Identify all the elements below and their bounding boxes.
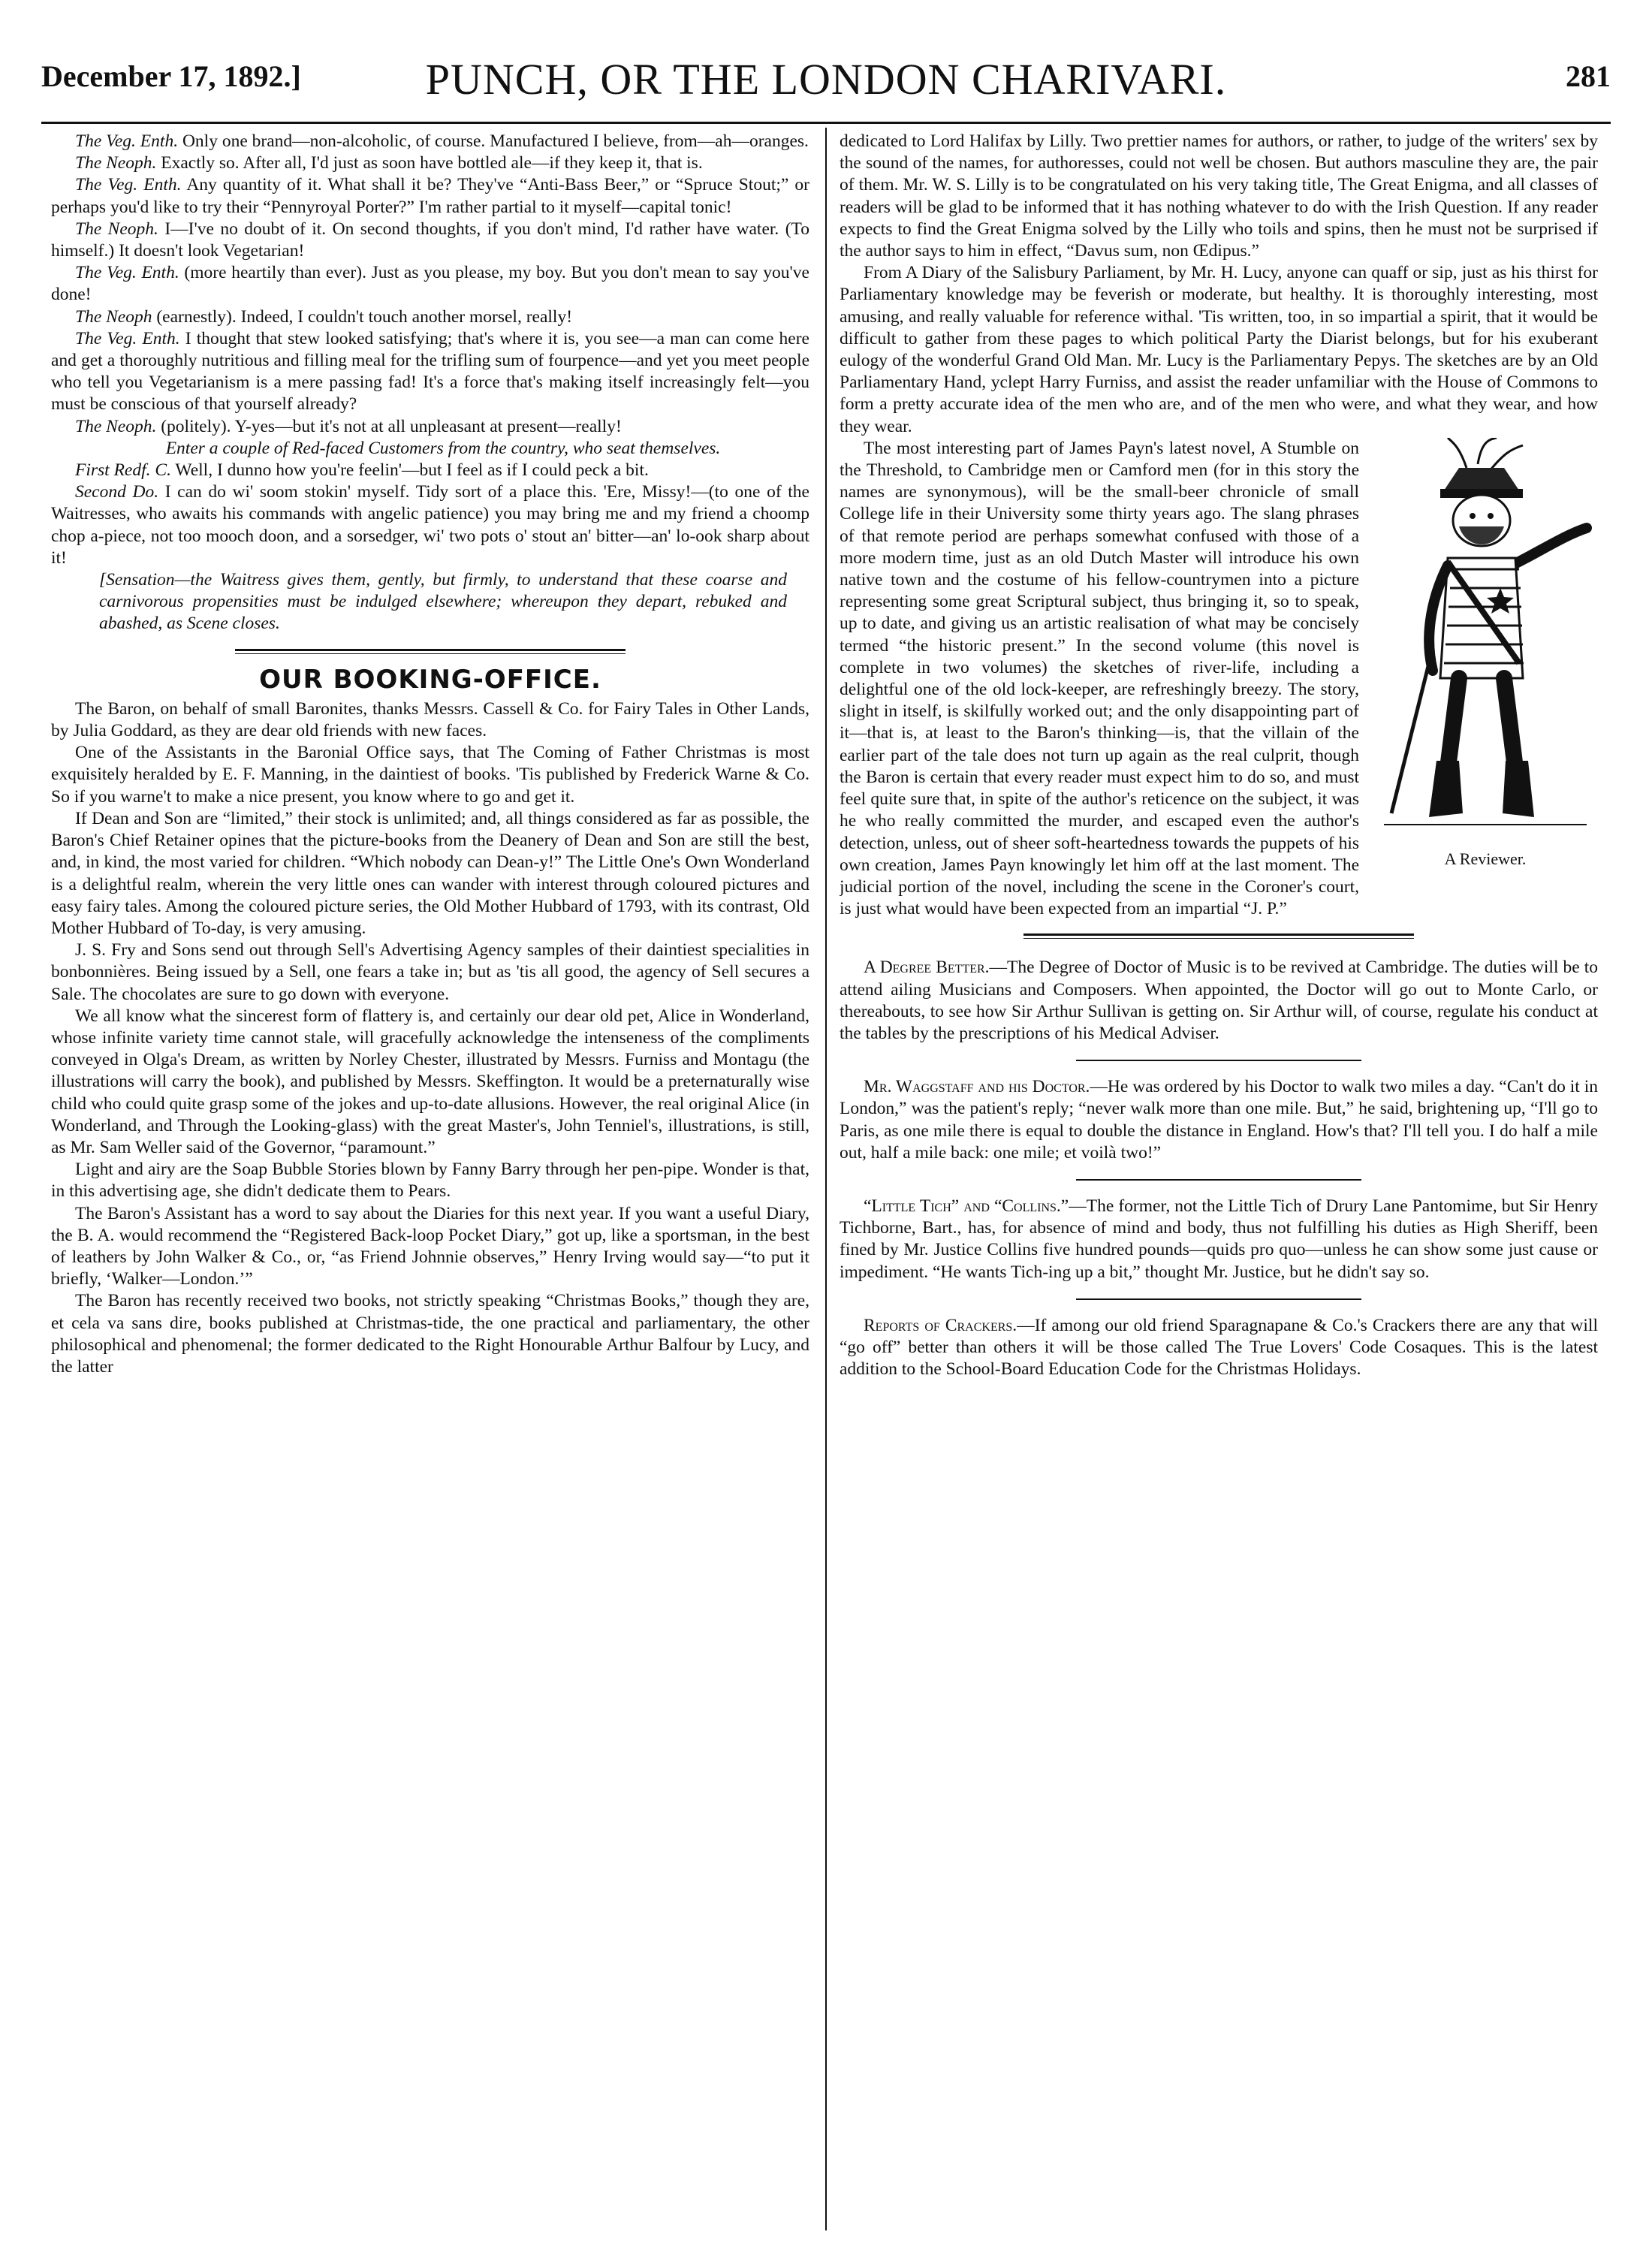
- left-column: [51, 131, 809, 2226]
- article-paragraph: The Baron, on behalf of small Baronites, thanks Messrs. Cassell & Co. for Fairy Tales in Other Lands, by Julia Goddard, as they are dear old friends with new faces.: [51, 698, 809, 741]
- section-rule: [1023, 933, 1414, 939]
- section-heading: OUR BOOKING-OFFICE.: [259, 664, 601, 695]
- masthead: [41, 54, 1611, 123]
- dialogue-line: The Neoph. Exactly so. After all, I'd just as soon have bottled ale—if they keep it, that is.: [75, 153, 703, 173]
- article-paragraph: J. S. Fry and Sons send out through Sell's Advertising Agency samples of their daintiest specialities in bonbonnières. Being issued by a Sell, one fears a take in; but as 'tis all good, the agency of Sell secures a Sale. The chocolates are sure to go down with everyone.: [51, 940, 809, 1004]
- section-rule: [235, 649, 626, 654]
- article-paragraph: The most interesting part of James Payn's latest novel, A Stumble on the Threshold, to Cambridge men or Camford men (for in this story the names are synonymous), will be the small-beer chronicle of small College life in their University some thirty years ago. The slang phrases of that remote period are perhaps somewhat confused with those of a more modern time, just as an old Dutch Master will introduce his own native town and the costume of his fellow-countrymen into a picture representing some great Scriptural subject, thus bringing it, so to speak, up to date, and giving us an artistic realisation of what may be concisely termed “the historic present.” In the second volume (this novel is complete in two volumes) the sketches of river-life, including a delightful one of the old lock-keeper, are refreshingly breezy. The story, slight in itself, is skilfully worked out; and the only disappointing part of it—that is, at least to the Baron's thinking—is, that the villain of the earlier part of the tale does not turn up again as the real culprit, though the Baron is certain that every reader must expect him to do so, and must feel quite sure that, in spite of the author's reticence on the subject, it was he who really committed the murder, and escaped even the author's detection, unless, out of sheer soft-heartedness towards the puppets of his own creation, James Payn knowingly let him off at the last moment. The judicial portion of the novel, including the scene in the Coroner's court, is just what would have been expected from an impartial “J. P.”: [840, 438, 1359, 919]
- news-item-crackers: Reports of Crackers.—If among our old friend Sparagnapane & Co.'s Crackers there are any that will “go off” better than others it will be those called The True Lovers' Code Cosaques. This is the latest addition to the School-Board Education Code for the Christmas Holidays.: [840, 1315, 1598, 1380]
- masthead-rule: [41, 122, 1611, 124]
- article-paragraph: One of the Assistants in the Baronial Office says, that The Coming of Father Christmas is most exquisitely heralded by E. F. Manning, in the daintiest of books. 'Tis published by Frederick Warne & Co. So if you warne't to make a nice present, you know where to go and get it.: [51, 743, 809, 807]
- news-item-degree: A Degree Better.—The Degree of Doctor of Music is to be revived at Cambridge. The duties will be to attend ailing Musicians and Composers. When appointed, the Doctor will go out to Monte Carlo, or thereabouts, to see how Sir Arthur Sullivan is getting on. Sir Arthur will, of course, regulate his conduct at the tables by the prescriptions of his Medical Adviser.: [840, 958, 1598, 1043]
- article-paragraph: From A Diary of the Salisbury Parliament, by Mr. H. Lucy, anyone can quaff or sip, just as his thirst for Parliamentary knowledge may be feverish or moderate, but healthy. It is thoroughly interesting, most amusing, and really valuable for reference withal. 'Tis written, too, in so impartial a spirit, that it would be difficult to gather from these pages to which political Party the Diarist belongs, but for his exuberant eulogy of the wonderful Grand Old Man. Mr. Lucy is the Parliamentary Pepys. The sketches are by an Old Parliamentary Hand, yclept Harry Furniss, and assist the reader unfamiliar with the House of Commons to form a pretty accurate idea of the men who are, and of the men who were, and what they wear, and how they wear.: [840, 263, 1598, 436]
- reviewer-figure-icon: [1376, 438, 1594, 843]
- dialogue-line: The Veg. Enth. Any quantity of it. What shall it be? They've “Anti-Bass Beer,” or “Spruce Stout;” or perhaps you'd like to try their “Pennyroyal Porter?” I'm rather partial to it myself—capital tonic!: [51, 175, 809, 217]
- dialogue-line: The Neoph. (politely). Y-yes—but it's not at all unpleasant at present—really!: [75, 416, 622, 436]
- news-item-waggstaff: Mr. Waggstaff and his Doctor.—He was ordered by his Doctor to walk two miles a day. “Can't do it in London,” was the patient's reply; “never walk more than one mile. But,” he said, brightening up, “I'll go to Paris, as one mile there is equal to double the distance in England. How's that? I'll tell you. I do half a mile out, half a mile back: one mile; et voilà two!”: [840, 1077, 1598, 1163]
- dialogue-line: The Neoph. I—I've no doubt of it. On second thoughts, if you don't mind, I'd rather have water. (To himself.) It doesn't look Vegetarian!: [51, 219, 809, 261]
- item-rule: [1076, 1060, 1361, 1061]
- stage-direction-closing: [Sensation—the Waitress gives them, gently, but firmly, to understand that these coarse and carnivorous propensities must be indulged elsewhere; whereupon they depart, rebuked and abashed, as Scene closes.: [99, 570, 787, 634]
- stage-direction: Enter a couple of Red-faced Customers from the country, who seat themselves.: [165, 438, 721, 458]
- right-column: [840, 131, 1598, 2226]
- dialogue-line: First Redf. C. Well, I dunno how you're feelin'—but I feel as if I could peck a bit.: [75, 460, 649, 481]
- dialogue-line: The Veg. Enth. Only one brand—non-alcoholic, of course. Manufactured I believe, from—ah—oranges.: [75, 131, 809, 151]
- reviewer-illustration: [1373, 438, 1598, 873]
- issue-date: December 17, 1892.]: [41, 59, 301, 93]
- item-rule: [1076, 1179, 1361, 1181]
- article-paragraph: dedicated to Lord Halifax by Lilly. Two prettier names for authors, or rather, to judge of the writers' sex by the sound of the names, for authoresses, could not well be chosen. But authors masculine they are, the pair of them. Mr. W. S. Lilly is to be congratulated on his very taking title, The Great Enigma, and all classes of readers will be glad to be informed that it has nothing whatever to do with the Irish Question. If any reader expects to find the Great Enigma solved by the Lilly who toils and spins, then he must not be surprised if the author says to him in effect, “Davus sum, non Œdipus.”: [840, 131, 1598, 261]
- page-number: 281: [1566, 59, 1611, 93]
- figure-caption: A Reviewer.: [1444, 849, 1527, 868]
- article-paragraph: The Baron's Assistant has a word to say about the Diaries for this next year. If you want a useful Diary, the B. A. would recommend the “Registered Back-loop Pocket Diary,” got up, like a sportsman, in the best of leathers by John Walker & Co., or, “as Friend Johnnie observes,” Henry Irving would say—“to put it briefly, ‘Walker—London.’”: [51, 1203, 809, 1289]
- dialogue-line: The Neoph (earnestly). Indeed, I couldn't touch another morsel, really!: [75, 306, 573, 327]
- news-item-tich: “Little Tich” and “Collins.”—The former, not the Little Tich of Drury Lane Pantomime, but Sir Henry Tichborne, Bart., has, for absence of mind and body, thus not fulfilling his duties as High Sheriff, been fined by Mr. Justice Collins five hundred pounds—quids pro quo—unless he can show some just cause or impediment. “He wants Tich-ing up a bit,” thought Mr. Justice, but he didn't say so.: [840, 1196, 1598, 1282]
- item-rule: [1076, 1298, 1361, 1300]
- booking-office-article: [51, 698, 809, 1378]
- article-paragraph: If Dean and Son are “limited,” their stock is unlimited; and, all things considered as far as possible, the Baron's Chief Retainer opines that the picture-books from the Deanery of Dean and Son are still the best, and, in kind, the most varied for children. “Which nobody can Dean-y!” The Little One's Own Wonderland is a delightful realm, wherein the very little ones can wander with interest through coloured pictures and easy fairy tales. Among the coloured picture series, the Old Mother Hubbard of 1793, with its contrast, Old Mother Hubbard of To-day, is very amusing.: [51, 808, 809, 938]
- dialogue-line: The Veg. Enth. I thought that stew looked satisfying; that's where it is, you see—a man can come here and get a thoroughly nutritious and filling meal for the trifling sum of fourpence—and yet you meet people who tell you Vegetarianism is a mere passing fad! It's a force that's making itself increasingly felt—you must be conscious of that yourself already?: [51, 328, 809, 415]
- dialogue-section: [51, 131, 809, 635]
- column-divider: [825, 128, 827, 2230]
- dialogue-line: Second Do. I can do wi' soom stokin' myself. Tidy sort of a place this. 'Ere, Missy!—(to one of the Waitresses, who awaits his commands with angelic patience) you may bring me and my friend a choomp chop a-piece, not too mooch doon, and a sorsedger, wi' two pots o' stout an' bitter—an' lo-ook sharp about it!: [51, 482, 809, 568]
- publication-title: PUNCH, OR THE LONDON CHARIVARI.: [425, 55, 1227, 104]
- article-paragraph: We all know what the sincerest form of flattery is, and certainly our dear old pet, Alice in Wonderland, whose infinite variety time cannot stale, will gracefully acknowledge the intenseness of the compliments conveyed in Olga's Dream, as written by Norley Chester, illustrated by Messrs. Furniss and Montagu (the illustrations will carry the book), and published by Messrs. Skeffington. It would be a preternaturally wise child who could quite grasp some of the jokes and up-to-date allusions. However, the real original Alice (in Wonderland, and Through the Looking-glass) with the great Master's, John Tenniel's, illustrations, is still, as Mr. Sam Weller said of the Governor, “paramount.”: [51, 1006, 809, 1157]
- article-paragraph: The Baron has recently received two books, not strictly speaking “Christmas Books,” though they are, et cela va sans dire, books published at Christmas-tide, the one practical and parliamentary, the other philosophical and phenomenal; the former dedicated to the Right Honourable Arthur Balfour by Lucy, and the latter: [51, 1291, 809, 1377]
- dialogue-line: The Veg. Enth. (more heartily than ever). Just as you please, my boy. But you don't mean to say you've done!: [51, 263, 809, 305]
- article-paragraph: Light and airy are the Soap Bubble Stories blown by Fanny Barry through her pen-pipe. Wonder is that, in this advertising age, she didn't dedicate them to Pears.: [51, 1160, 809, 1202]
